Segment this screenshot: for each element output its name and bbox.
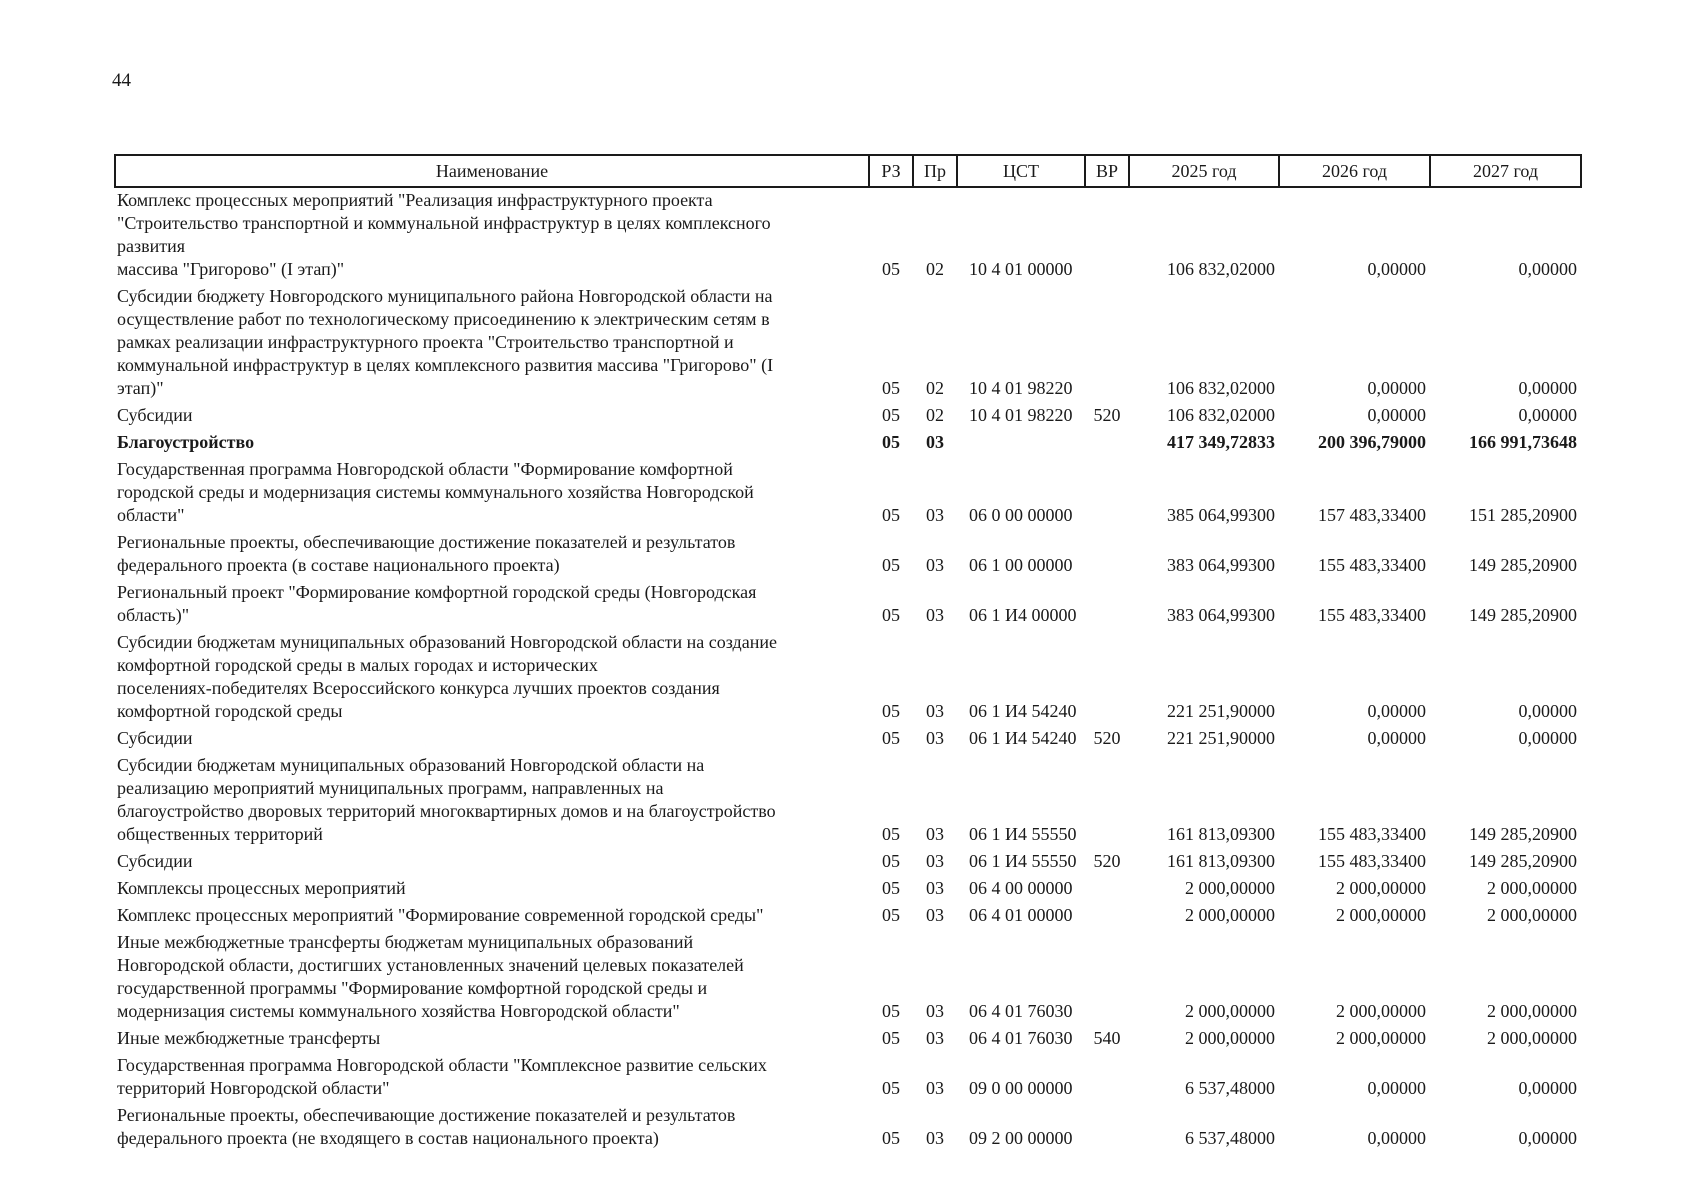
cell-y2025: 383 064,99300: [1167, 605, 1275, 625]
cell-y2027: 0,00000: [1518, 1078, 1577, 1098]
cell-y2027: 151 285,20900: [1469, 505, 1577, 525]
cell-y2027: 149 285,20900: [1469, 555, 1577, 575]
header-cst: ЦСТ: [957, 155, 1085, 187]
cell-y2025: 6 537,48000: [1185, 1078, 1275, 1098]
cell-pr: 03: [926, 505, 944, 525]
cell-vr: [1085, 187, 1129, 284]
table-row: [115, 876, 1581, 903]
cell-y2025: 417 349,72833: [1167, 432, 1275, 452]
cell-vr: [1085, 284, 1129, 403]
table-row: [115, 630, 1581, 726]
cell-rz: 05: [882, 432, 900, 452]
cell-y2025: 221 251,90000: [1167, 728, 1275, 748]
cell-y2025: 385 064,99300: [1167, 505, 1275, 525]
cell-cst: [957, 430, 1085, 457]
cell-vr: [1085, 630, 1129, 726]
cell-y2025: 383 064,99300: [1167, 555, 1275, 575]
table-row: [115, 930, 1581, 1026]
cell-cst: 06 4 00 00000: [969, 878, 1073, 898]
cell-rz: 05: [882, 701, 900, 721]
cell-cst: 10 4 01 98220: [969, 405, 1073, 425]
cell-y2026: 0,00000: [1367, 405, 1426, 425]
cell-cst: 06 1 И4 54240: [969, 701, 1077, 721]
cell-y2026: 2 000,00000: [1336, 1028, 1426, 1048]
cell-cst: 10 4 01 98220: [969, 378, 1073, 398]
table-header-row: [115, 155, 1581, 187]
cell-y2026: 2 000,00000: [1336, 878, 1426, 898]
cell-vr: [1085, 903, 1129, 930]
header-pr: Пр: [913, 155, 957, 187]
cell-y2027: 0,00000: [1518, 405, 1577, 425]
cell-y2027: 2 000,00000: [1487, 878, 1577, 898]
table-row: [115, 580, 1581, 630]
cell-y2025: 106 832,02000: [1167, 259, 1275, 279]
cell-cst: 06 4 01 76030: [969, 1028, 1073, 1048]
cell-rz: 05: [882, 905, 900, 925]
table-row: [115, 849, 1581, 876]
cell-pr: 03: [926, 905, 944, 925]
table-row: [115, 903, 1581, 930]
cell-name: Региональные проекты, обеспечивающие достижение показателей и результатов федерального проекта (в составе национального проекта): [117, 532, 736, 575]
cell-vr: 520: [1093, 405, 1121, 425]
cell-pr: 03: [926, 824, 944, 844]
cell-cst: 06 1 И4 55550: [969, 824, 1077, 844]
cell-name: Государственная программа Новгородской области "Комплексное развитие сельских территорий Новгородской области": [117, 1055, 767, 1098]
cell-rz: 05: [882, 378, 900, 398]
cell-name: Региональный проект "Формирование комфортной городской среды (Новгородская область)": [117, 582, 757, 625]
cell-y2027: 149 285,20900: [1469, 824, 1577, 844]
cell-rz: 05: [882, 1078, 900, 1098]
cell-y2027: 2 000,00000: [1487, 905, 1577, 925]
cell-rz: 05: [882, 728, 900, 748]
cell-y2026: 157 483,33400: [1318, 505, 1426, 525]
cell-vr: [1085, 930, 1129, 1026]
cell-pr: 03: [926, 701, 944, 721]
cell-cst: 06 1 И4 54240: [969, 728, 1077, 748]
budget-table: [114, 154, 1582, 1153]
cell-y2026: 155 483,33400: [1318, 605, 1426, 625]
table-row: [115, 1103, 1581, 1153]
cell-rz: 05: [882, 1001, 900, 1021]
cell-rz: 05: [882, 878, 900, 898]
cell-y2025: 6 537,48000: [1185, 1128, 1275, 1148]
cell-name: Субсидии бюджетам муниципальных образований Новгородской области на реализацию мероприятий муниципальных программ, направленных на благоустройство дворовых территорий многоквартирных домов и на благоустройство общественных территорий: [117, 755, 776, 844]
cell-y2027: 2 000,00000: [1487, 1028, 1577, 1048]
cell-pr: 03: [926, 605, 944, 625]
cell-name: Комплекс процессных мероприятий "Формирование современной городской среды": [117, 905, 764, 925]
cell-vr: 520: [1093, 851, 1121, 871]
table-row: [115, 284, 1581, 403]
cell-name: Комплексы процессных мероприятий: [117, 878, 406, 898]
cell-y2026: 0,00000: [1367, 378, 1426, 398]
cell-vr: [1085, 430, 1129, 457]
cell-name: Субсидии: [117, 405, 193, 425]
cell-y2025: 106 832,02000: [1167, 378, 1275, 398]
cell-name: Комплекс процессных мероприятий "Реализация инфраструктурного проекта "Строительство транспортной и коммунальной инфраструктур в целях комплексного развития массива "Григорово" (I этап)": [117, 190, 771, 279]
cell-vr: [1085, 876, 1129, 903]
cell-name: Субсидии: [117, 851, 193, 871]
cell-rz: 05: [882, 259, 900, 279]
cell-pr: 03: [926, 1028, 944, 1048]
cell-y2026: 0,00000: [1367, 701, 1426, 721]
cell-y2025: 161 813,09300: [1167, 824, 1275, 844]
cell-vr: [1085, 753, 1129, 849]
table-row: [115, 187, 1581, 284]
cell-y2027: 0,00000: [1518, 1128, 1577, 1148]
cell-name: Государственная программа Новгородской области "Формирование комфортной городской среды и модернизация системы коммунального хозяйства Новгородской области": [117, 459, 754, 525]
cell-y2025: 2 000,00000: [1185, 878, 1275, 898]
cell-pr: 02: [926, 259, 944, 279]
cell-y2026: 0,00000: [1367, 1078, 1426, 1098]
cell-cst: 10 4 01 00000: [969, 259, 1073, 279]
cell-y2027: 149 285,20900: [1469, 605, 1577, 625]
cell-vr: 540: [1093, 1028, 1121, 1048]
cell-cst: 06 1 00 00000: [969, 555, 1073, 575]
header-name: Наименование: [115, 155, 869, 187]
cell-cst: 09 2 00 00000: [969, 1128, 1073, 1148]
cell-y2027: 149 285,20900: [1469, 851, 1577, 871]
cell-pr: 03: [926, 1001, 944, 1021]
header-2025: 2025 год: [1129, 155, 1279, 187]
cell-rz: 05: [882, 1128, 900, 1148]
table-row: [115, 1053, 1581, 1103]
table-row: [115, 753, 1581, 849]
cell-name: Субсидии бюджетам муниципальных образований Новгородской области на создание комфортной городской среды в малых городах и исторических поселениях-победителях Всероссийского конкурса лучших проектов создания комфортной городской среды: [117, 632, 777, 721]
cell-rz: 05: [882, 405, 900, 425]
cell-pr: 03: [926, 1128, 944, 1148]
header-vr: ВР: [1085, 155, 1129, 187]
cell-y2025: 2 000,00000: [1185, 1028, 1275, 1048]
cell-y2027: 0,00000: [1518, 259, 1577, 279]
cell-y2026: 155 483,33400: [1318, 824, 1426, 844]
cell-name: Благоустройство: [117, 432, 255, 452]
cell-name: Субсидии бюджету Новгородского муниципального района Новгородской области на осуществление работ по технологическому присоединению к электрическим сетям в рамках реализации инфраструктурного проекта "Строительство транспортной и коммунальной инфраструктур в целях комплексного развития массива "Григорово" (I этап)": [117, 286, 774, 398]
cell-y2027: 166 991,73648: [1469, 432, 1577, 452]
cell-y2025: 2 000,00000: [1185, 905, 1275, 925]
table-row: [115, 726, 1581, 753]
cell-y2026: 155 483,33400: [1318, 851, 1426, 871]
cell-name: Иные межбюджетные трансферты бюджетам муниципальных образований Новгородской области, достигших установленных значений целевых показателей государственной программы "Формирование комфортной городской среды и модернизация системы коммунального хозяйства Новгородской области": [117, 932, 744, 1021]
cell-y2025: 161 813,09300: [1167, 851, 1275, 871]
cell-rz: 05: [882, 505, 900, 525]
cell-pr: 03: [926, 728, 944, 748]
header-rz: РЗ: [869, 155, 913, 187]
cell-y2027: 0,00000: [1518, 378, 1577, 398]
cell-cst: 06 4 01 76030: [969, 1001, 1073, 1021]
cell-y2026: 200 396,79000: [1318, 432, 1426, 452]
cell-vr: [1085, 457, 1129, 530]
page-number: 44: [112, 70, 131, 91]
cell-y2026: 2 000,00000: [1336, 905, 1426, 925]
cell-rz: 05: [882, 851, 900, 871]
cell-y2026: 2 000,00000: [1336, 1001, 1426, 1021]
cell-vr: 520: [1093, 728, 1121, 748]
cell-y2026: 155 483,33400: [1318, 555, 1426, 575]
cell-y2026: 0,00000: [1367, 259, 1426, 279]
cell-name: Региональные проекты, обеспечивающие достижение показателей и результатов федерального проекта (не входящего в состав национального проекта): [117, 1105, 736, 1148]
cell-pr: 02: [926, 405, 944, 425]
cell-cst: 06 0 00 00000: [969, 505, 1073, 525]
cell-pr: 03: [926, 432, 944, 452]
cell-name: Иные межбюджетные трансферты: [117, 1028, 381, 1048]
cell-cst: 09 0 00 00000: [969, 1078, 1073, 1098]
cell-vr: [1085, 530, 1129, 580]
cell-cst: 06 4 01 00000: [969, 905, 1073, 925]
header-2027: 2027 год: [1430, 155, 1581, 187]
table-row: [115, 403, 1581, 430]
cell-pr: 03: [926, 878, 944, 898]
cell-rz: 05: [882, 1028, 900, 1048]
cell-cst: 06 1 И4 55550: [969, 851, 1077, 871]
cell-pr: 03: [926, 1078, 944, 1098]
cell-y2027: 2 000,00000: [1487, 1001, 1577, 1021]
cell-y2025: 221 251,90000: [1167, 701, 1275, 721]
cell-y2026: 0,00000: [1367, 1128, 1426, 1148]
table-body: [115, 187, 1581, 1153]
cell-y2026: 0,00000: [1367, 728, 1426, 748]
cell-vr: [1085, 1103, 1129, 1153]
cell-rz: 05: [882, 824, 900, 844]
cell-pr: 02: [926, 378, 944, 398]
cell-rz: 05: [882, 605, 900, 625]
cell-vr: [1085, 580, 1129, 630]
header-2026: 2026 год: [1279, 155, 1430, 187]
table-row: [115, 457, 1581, 530]
table-row: [115, 1026, 1581, 1053]
cell-y2025: 2 000,00000: [1185, 1001, 1275, 1021]
cell-cst: 06 1 И4 00000: [969, 605, 1077, 625]
cell-y2027: 0,00000: [1518, 728, 1577, 748]
cell-name: Субсидии: [117, 728, 193, 748]
cell-y2025: 106 832,02000: [1167, 405, 1275, 425]
table-row: [115, 430, 1581, 457]
cell-vr: [1085, 1053, 1129, 1103]
cell-pr: 03: [926, 555, 944, 575]
cell-y2027: 0,00000: [1518, 701, 1577, 721]
cell-rz: 05: [882, 555, 900, 575]
cell-pr: 03: [926, 851, 944, 871]
table-row: [115, 530, 1581, 580]
